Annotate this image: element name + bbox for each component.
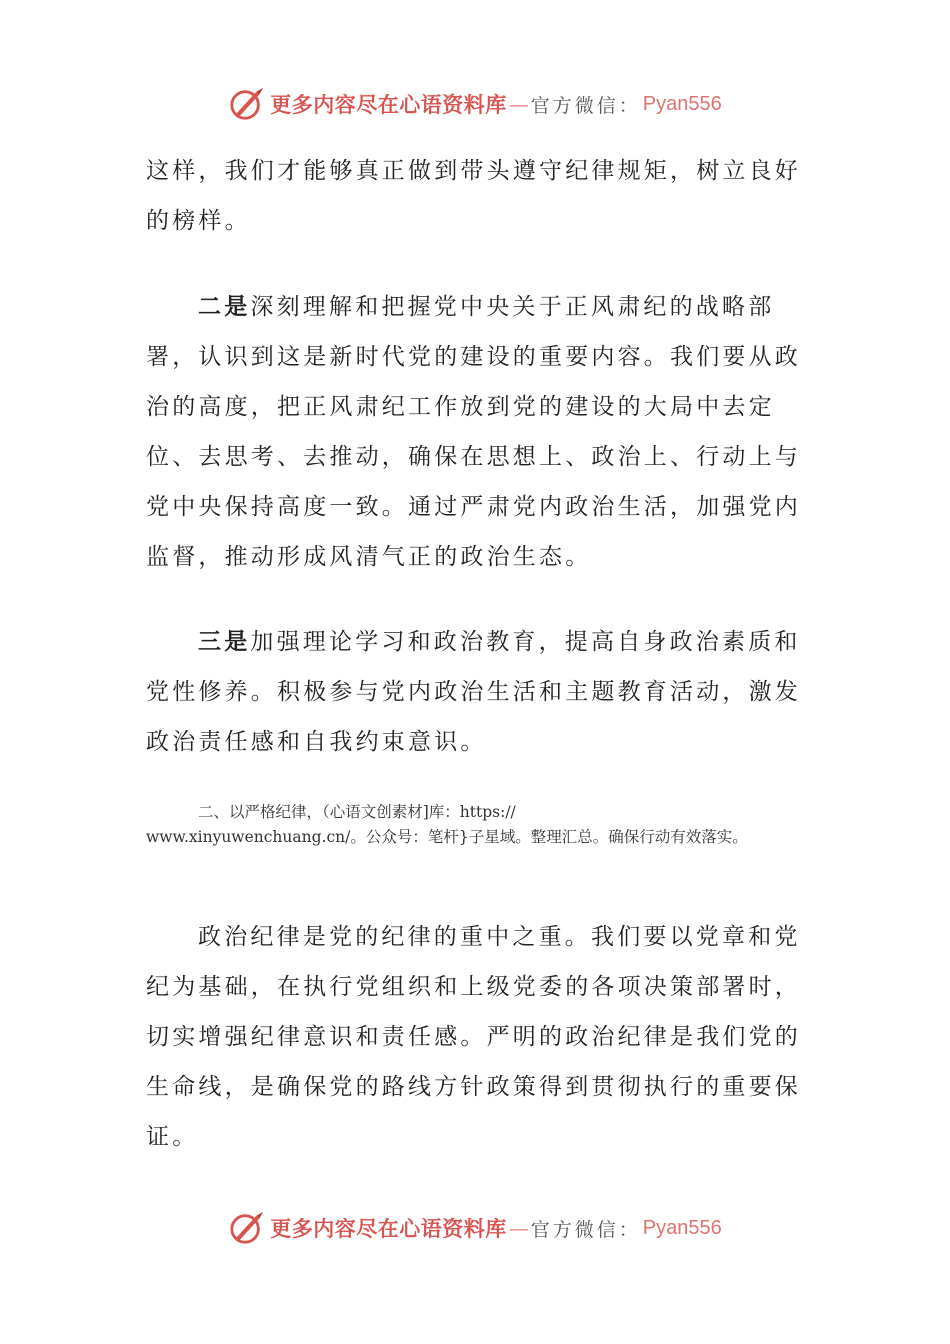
quill-logo-icon bbox=[228, 1210, 266, 1246]
section-heading-note bbox=[146, 800, 806, 850]
paragraph-point-three bbox=[146, 617, 806, 767]
footer-wechat-id: Pyan556 bbox=[642, 1216, 722, 1239]
footer-brand: 更多内容尽在心语资料库 bbox=[270, 1216, 507, 1241]
point-two-lead: 二是 bbox=[198, 293, 251, 320]
footer-separator: — bbox=[508, 1216, 529, 1240]
header-separator: — bbox=[508, 92, 529, 116]
point-two-body: 深刻理解和把握党中央关于正风肃纪的战略部署，认识到这是新时代党的建设的重要内容。我们要从政治的高度，把正风肃纪工作放到党的建设的大局中去定位、去思考、去推动，确保在思想上、政治上、行动上与党中央保持高度一致。通过严肃党内政治生活，加强党内监督，推动形成风清气正的政治生态。 bbox=[146, 294, 801, 570]
header-banner bbox=[0, 84, 950, 124]
footer-wechat-label: 官方微信： bbox=[530, 1218, 641, 1241]
note-line-2: www.xinyuwenchuang.cn/。公众号：笔杆}子星域。整理汇总。确保行动有效落实。 bbox=[146, 828, 748, 846]
point-three-lead: 三是 bbox=[198, 628, 251, 655]
paragraph-continuation: 这样，我们才能够真正做到带头遵守纪律规矩，树立良好的榜样。 bbox=[146, 158, 801, 234]
paragraph-point-two bbox=[146, 282, 806, 582]
quill-logo-icon bbox=[228, 86, 266, 122]
header-wechat-id: Pyan556 bbox=[642, 92, 722, 115]
footer-banner bbox=[0, 1208, 950, 1248]
point-three-body: 加强理论学习和政治教育，提高自身政治素质和党性修养。积极参与党内政治生活和主题教育活动，激发政治责任感和自我约束意识。 bbox=[146, 629, 801, 755]
paragraph-political-discipline: 政治纪律是党的纪律的重中之重。我们要以党章和党纪为基础，在执行党组织和上级党委的各项决策部署时，切实增强纪律意识和责任感。严明的政治纪律是我们党的生命线，是确保党的路线方针政策得到贯彻执行的重要保证。 bbox=[146, 924, 801, 1150]
header-wechat-label: 官方微信： bbox=[530, 94, 641, 117]
note-line-1: 二、以严格纪律，（心语文创素材]库：https:// bbox=[198, 803, 516, 821]
header-brand: 更多内容尽在心语资料库 bbox=[270, 92, 507, 117]
